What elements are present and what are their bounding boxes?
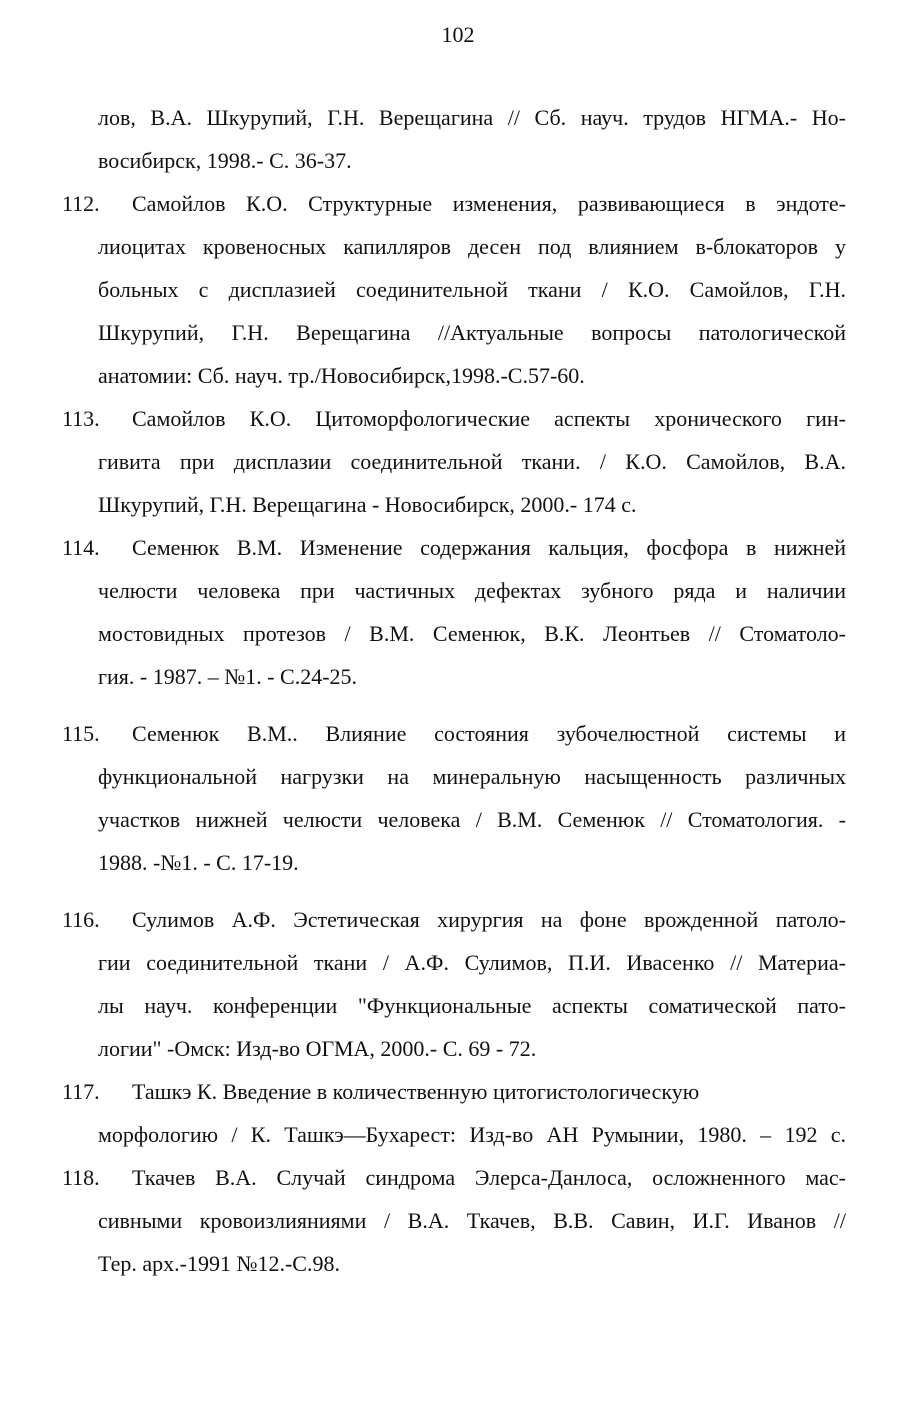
reference-item-116 [62, 898, 846, 1070]
reference-line: лиоцитах кровеносных капилляров десен под влиянием в-блокаторов у [98, 234, 846, 259]
reference-line: Ткачев В.А. Случай синдрома Элерса-Данлоса, осложненного мас- [132, 1165, 846, 1190]
reference-item-112 [62, 182, 846, 397]
reference-line: гивита при дисплазии соединительной ткани. / К.О. Самойлов, В.А. [98, 449, 846, 474]
reference-line: Самойлов К.О. Цитоморфологические аспекты хронического гин- [132, 406, 846, 431]
reference-item-115 [62, 712, 846, 884]
reference-line: гия. - 1987. – №1. - С.24-25. [98, 664, 358, 689]
reference-line: анатомии: Сб. науч. тр./Новосибирск,1998.-С.57-60. [98, 363, 585, 388]
reference-number: 112. [62, 191, 100, 216]
reference-line: сивными кровоизлияниями / В.А. Ткачев, В.В. Савин, И.Г. Иванов // [98, 1208, 846, 1233]
reference-line: лов, В.А. Шкурупий, Г.Н. Верещагина // Сб. науч. трудов НГМА.- Но- [98, 105, 846, 130]
reference-item-113 [62, 397, 846, 526]
reference-line: больных с дисплазией соединительной ткани / К.О. Самойлов, Г.Н. [98, 277, 846, 302]
reference-number: 114. [62, 535, 100, 560]
reference-number: 117. [62, 1079, 100, 1104]
reference-line: лы науч. конференции "Функциональные аспекты соматической пато- [98, 993, 846, 1018]
reference-number: 118. [62, 1165, 100, 1190]
reference-line: участков нижней челюсти человека / В.М. Семенюк // Стоматология. - [98, 807, 846, 832]
reference-line: челюсти человека при частичных дефектах зубного ряда и наличии [98, 578, 846, 603]
reference-line: Ташкэ К. Введение в количественную цитогистологическую [132, 1079, 700, 1104]
reference-number: 116. [62, 907, 100, 932]
reference-line: 1988. -№1. - С. 17-19. [98, 850, 299, 875]
reference-line: Семенюк В.М. Изменение содержания кальция, фосфора в нижней [132, 535, 846, 560]
reference-list [62, 96, 846, 1285]
reference-item-118 [62, 1156, 846, 1285]
reference-line: Сулимов А.Ф. Эстетическая хирургия на фоне врожденной патоло- [132, 907, 846, 932]
page-number: 102 [441, 22, 475, 47]
reference-continuation [62, 96, 846, 182]
reference-line: гии соединительной ткани / А.Ф. Сулимов, П.И. Ивасенко // Материа- [98, 950, 846, 975]
reference-line: морфологию / К. Ташкэ—Бухарест: Изд-во АН Румынии, 1980. – 192 с. [98, 1122, 846, 1147]
reference-line: функциональной нагрузки на минеральную насыщенность различных [98, 764, 846, 789]
reference-line: логии" -Омск: Изд-во ОГМА, 2000.- С. 69 - 72. [98, 1036, 537, 1061]
reference-number: 115. [62, 721, 100, 746]
reference-line: Шкурупий, Г.Н. Верещагина - Новосибирск, 2000.- 174 с. [98, 492, 637, 517]
reference-line: Самойлов К.О. Структурные изменения, развивающиеся в эндоте- [132, 191, 846, 216]
reference-item-114 [62, 526, 846, 698]
reference-line: Шкурупий, Г.Н. Верещагина //Актуальные вопросы патологической [98, 320, 846, 345]
reference-line: восибирск, 1998.- С. 36-37. [98, 148, 352, 173]
reference-line: мостовидных протезов / В.М. Семенюк, В.К. Леонтьев // Стоматоло- [98, 621, 846, 646]
reference-number: 113. [62, 406, 100, 431]
reference-item-117 [62, 1070, 846, 1156]
reference-line: Семенюк В.М.. Влияние состояния зубочелюстной системы и [132, 721, 846, 746]
reference-line: Тер. арх.-1991 №12.-С.98. [98, 1251, 340, 1276]
